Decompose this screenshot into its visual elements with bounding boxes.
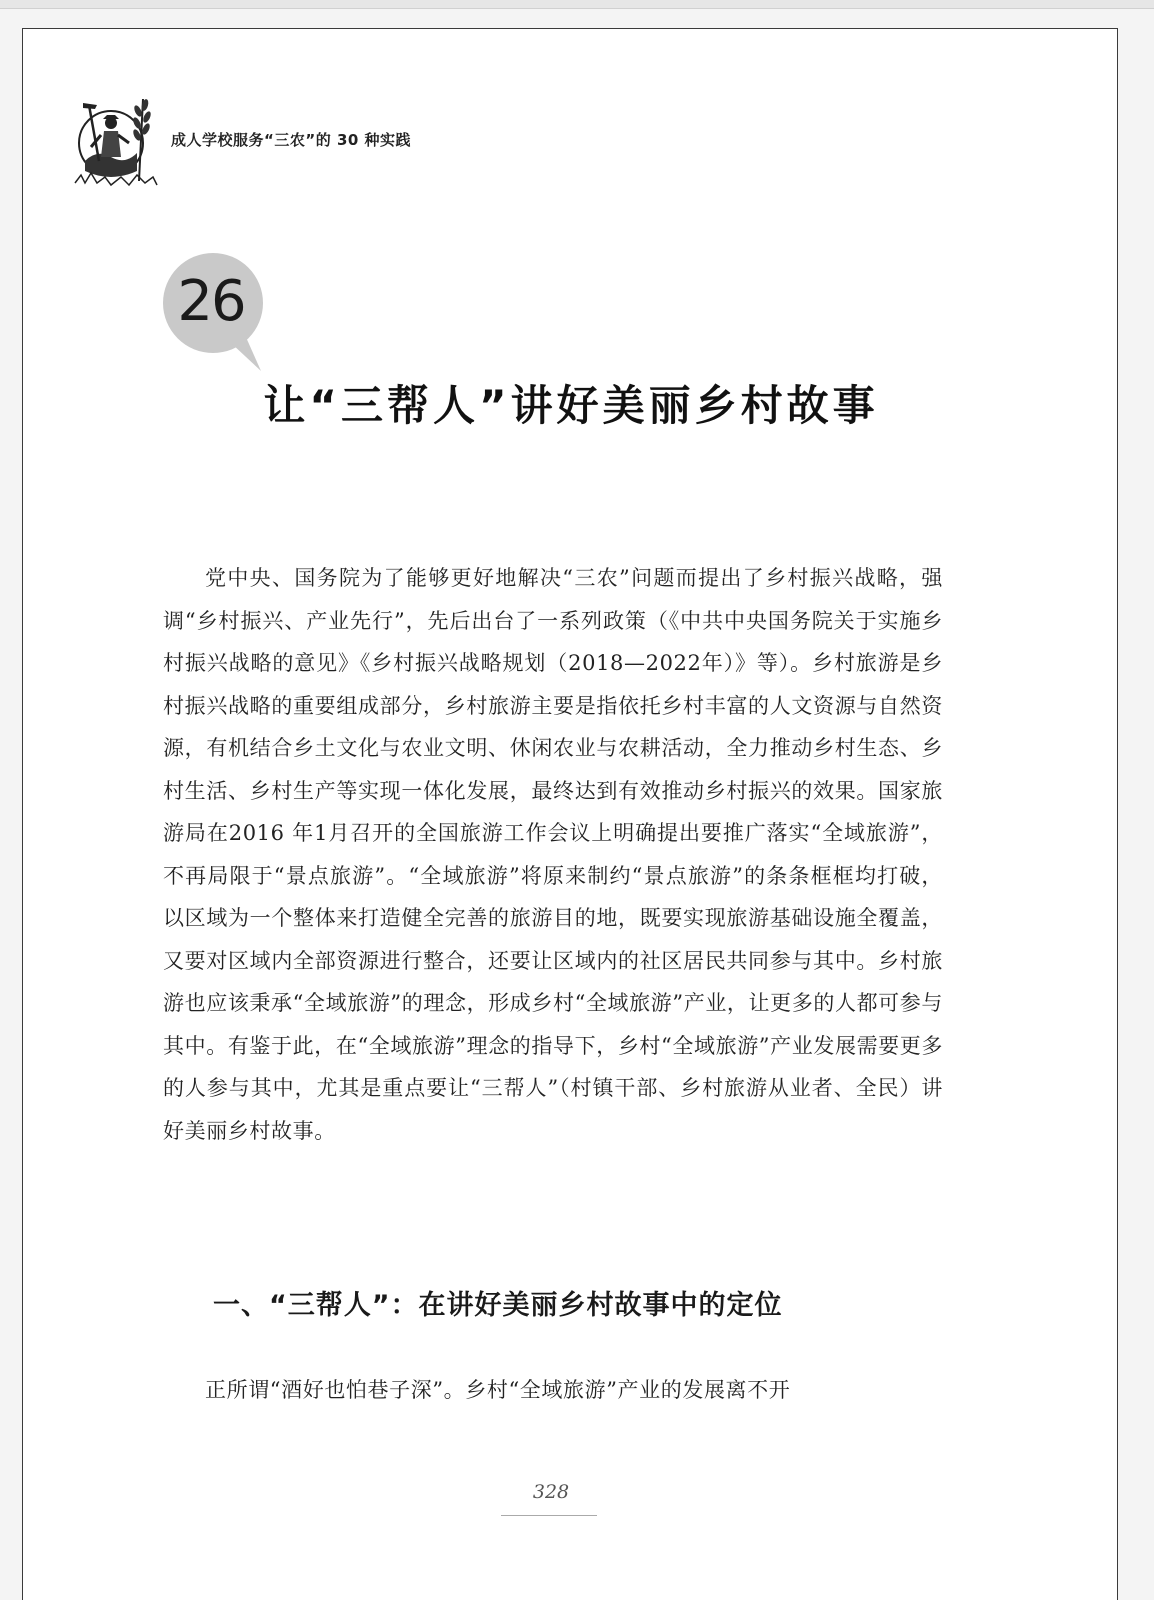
paragraph: 正所谓“酒好也怕巷子深”。乡村“全域旅游”产业的发展离不开 [205, 1378, 791, 1402]
body-text [163, 557, 943, 1152]
page-number-rule [501, 1515, 597, 1516]
chapter-title: 让“三帮人”讲好美丽乡村故事 [263, 381, 879, 430]
chapter-number: 26 [177, 269, 245, 334]
section-body-text [163, 1369, 943, 1411]
paragraph: 党中央、国务院为了能够更好地解决“三农”问题而提出了乡村振兴战略，强调“乡村振兴、产业先行”，先后出台了一系列政策（《中共中央国务院关于实施乡村振兴战略的意见》《乡村振兴战略规划（2018—2022年）》等）。乡村旅游是乡村振兴战略的重要组成部分，乡村旅游主要是指依托乡村丰富的人文资源与自然资源，有机结合乡土文化与农业文明、休闲农业与农耕活动，全力推动乡村生态、乡村生活、乡村生产等实现一体化发展，最终达到有效推动乡村振兴的效果。国家旅游局在2016 年1月召开的全国旅游工作会议上明确提出要推广落实“全域旅游”，不再局限于“景点旅游”。“全域旅游”将原来制约“景点旅游”的条条框框均打破，以区域为一个整体来打造健全完善的旅游目的地，既要实现旅游基础设施全覆盖，又要对区域内全部资源进行整合，还要让区域内的社区居民共同参与其中。乡村旅游也应该秉承“全域旅游”的理念，形成乡村“全域旅游”产业，让更多的人都可参与其中。有鉴于此，在“全域旅游”理念的指导下，乡村“全域旅游”产业发展需要更多的人参与其中，尤其是重点要让“三帮人”（村镇干部、乡村旅游从业者、全民）讲好美丽乡村故事。 [163, 566, 943, 1143]
book-title: 成人学校服务“三农”的 30 种实践 [171, 131, 412, 149]
book-page [22, 28, 1118, 1600]
section-heading: 一、“三帮人”：在讲好美丽乡村故事中的定位 [213, 1290, 783, 1321]
page-number: 328 [532, 1481, 570, 1503]
running-header [71, 91, 571, 191]
viewer-top-bar [0, 0, 1154, 9]
farmer-with-wheat-emblem-icon [71, 91, 161, 191]
